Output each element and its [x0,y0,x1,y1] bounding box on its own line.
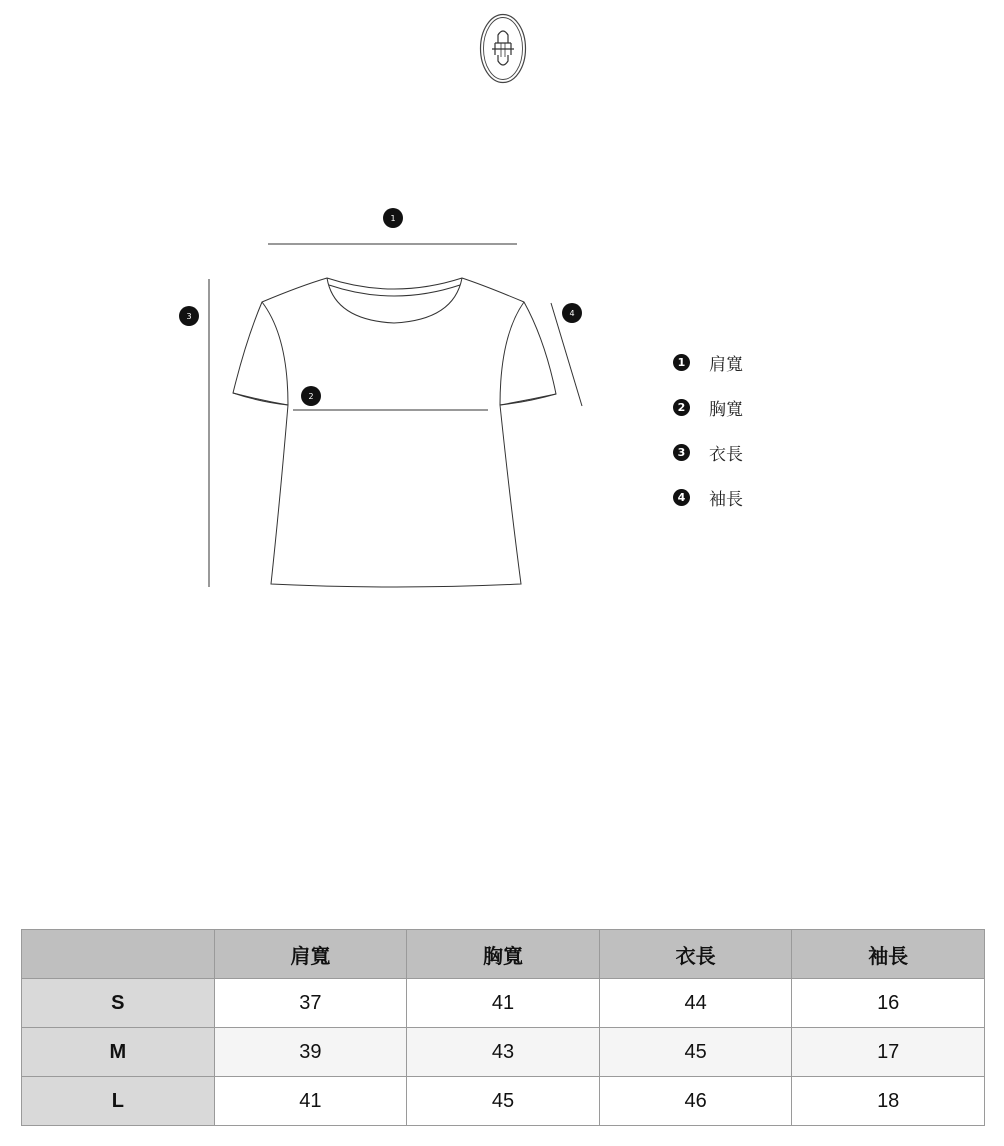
marker-4 [562,303,582,323]
size-label: L [22,1077,215,1126]
legend-number: 2 [673,399,690,416]
size-table [21,929,985,1126]
legend-label: 衣長 [709,445,743,465]
marker-3 [179,306,199,326]
legend-item [673,385,743,430]
legend-item [673,340,743,385]
legend-label: 胸寬 [709,400,743,420]
table-row [22,979,985,1028]
marker-3-label: 3 [186,312,192,321]
table-cell: 45 [407,1077,600,1126]
size-label: M [22,1028,215,1077]
table-header-cell: 肩寬 [214,930,407,979]
table-header-cell [22,930,215,979]
table-header-cell: 胸寬 [407,930,600,979]
table-header-cell: 衣長 [599,930,792,979]
legend-label: 袖長 [709,490,743,510]
legend-item [673,430,743,475]
table-cell: 46 [599,1077,792,1126]
size-label: S [22,979,215,1028]
tshirt-outline [233,278,556,587]
table-cell: 17 [792,1028,985,1077]
table-cell: 41 [407,979,600,1028]
table-cell: 16 [792,979,985,1028]
table-cell: 39 [214,1028,407,1077]
legend-item [673,475,743,520]
table-cell: 45 [599,1028,792,1077]
legend-number: 3 [673,444,690,461]
table-row [22,1028,985,1077]
table-cell: 43 [407,1028,600,1077]
table-cell: 41 [214,1077,407,1126]
table-cell: 44 [599,979,792,1028]
marker-2-label: 2 [308,392,314,401]
legend-label: 肩寬 [709,355,743,375]
marker-1-label: 1 [390,214,396,223]
table-cell: 37 [214,979,407,1028]
marker-2 [301,386,321,406]
marker-4-label: 4 [569,309,575,318]
table-header-cell: 袖長 [792,930,985,979]
legend-number: 4 [673,489,690,506]
marker-1 [383,208,403,228]
table-row [22,1077,985,1126]
measurement-legend [673,340,743,520]
table-header-row [22,930,985,979]
table-cell: 18 [792,1077,985,1126]
legend-number: 1 [673,354,690,371]
